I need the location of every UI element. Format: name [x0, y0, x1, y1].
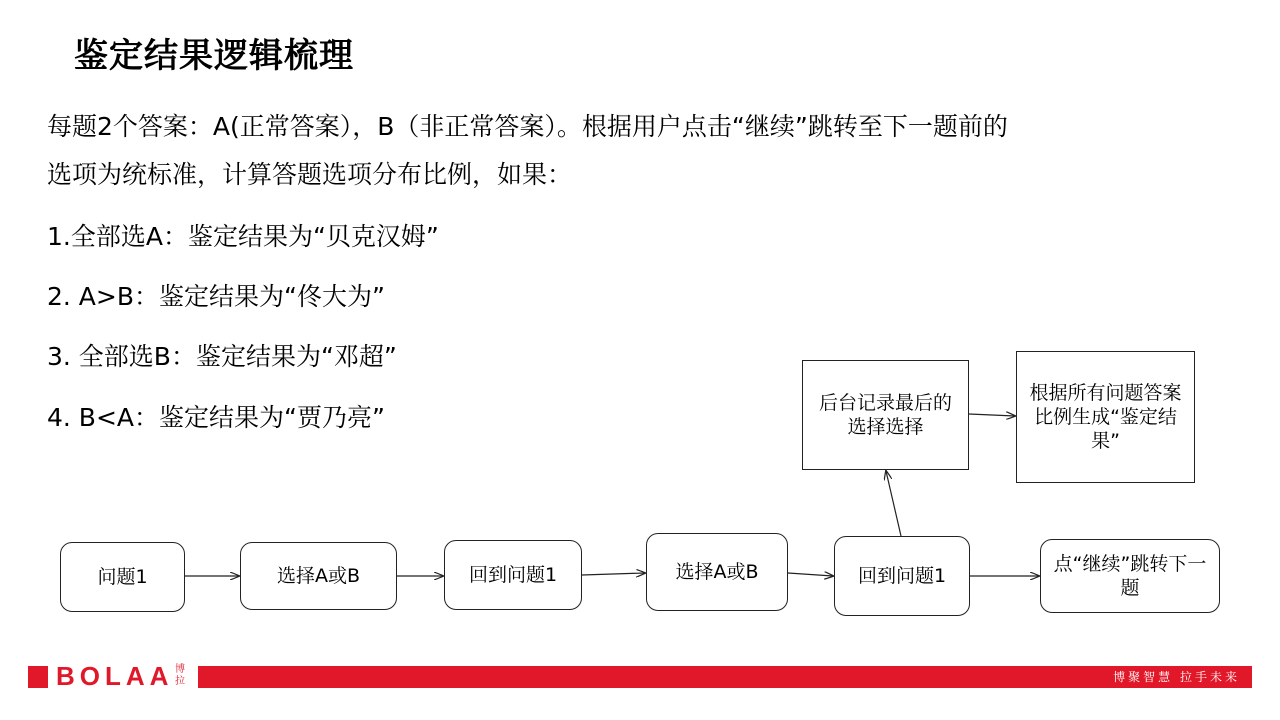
- page-title: 鉴定结果逻辑梳理: [74, 36, 354, 76]
- flow-record-box: 后台记录最后的选择选择: [802, 360, 969, 470]
- rule-2: 2. A>B：鉴定结果为“佟大为”: [47, 282, 385, 311]
- rule-1: 1.全部选A：鉴定结果为“贝克汉姆”: [47, 222, 439, 251]
- flow-step-question-1: 问题1: [60, 542, 185, 612]
- footer-logo-cn: 博拉: [175, 664, 185, 687]
- arrow-3-4: [582, 573, 645, 575]
- flow-step-continue: 点“继续”跳转下一题: [1040, 539, 1220, 613]
- footer-bar: [198, 666, 1252, 688]
- arrow-4-5: [788, 573, 833, 576]
- arrow-record-result: [969, 414, 1015, 416]
- flow-step-return-1: 回到问题1: [444, 540, 582, 610]
- logo-mark-icon: [28, 666, 48, 688]
- footer-slogan: 博聚智慧 拉手未来: [1113, 670, 1240, 684]
- rule-3: 3. 全部选B：鉴定结果为“邓超”: [47, 342, 397, 371]
- flow-result-box: 根据所有问题答案比例生成“鉴定结果”: [1016, 351, 1195, 483]
- flow-step-choose-1: 选择A或B: [240, 542, 397, 610]
- flow-step-return-2: 回到问题1: [834, 536, 970, 616]
- rule-4: 4. B<A：鉴定结果为“贾乃亮”: [47, 403, 385, 432]
- flow-step-choose-2: 选择A或B: [646, 533, 788, 611]
- intro-line-1: 每题2个答案：A(正常答案），B（非正常答案）。根据用户点击“继续”跳转至下一题前的: [47, 112, 1008, 141]
- arrow-5-record: [886, 471, 901, 536]
- intro-line-2: 选项为统标准，计算答题选项分布比例，如果：: [47, 160, 573, 189]
- footer-logo: BOLAA: [56, 661, 174, 691]
